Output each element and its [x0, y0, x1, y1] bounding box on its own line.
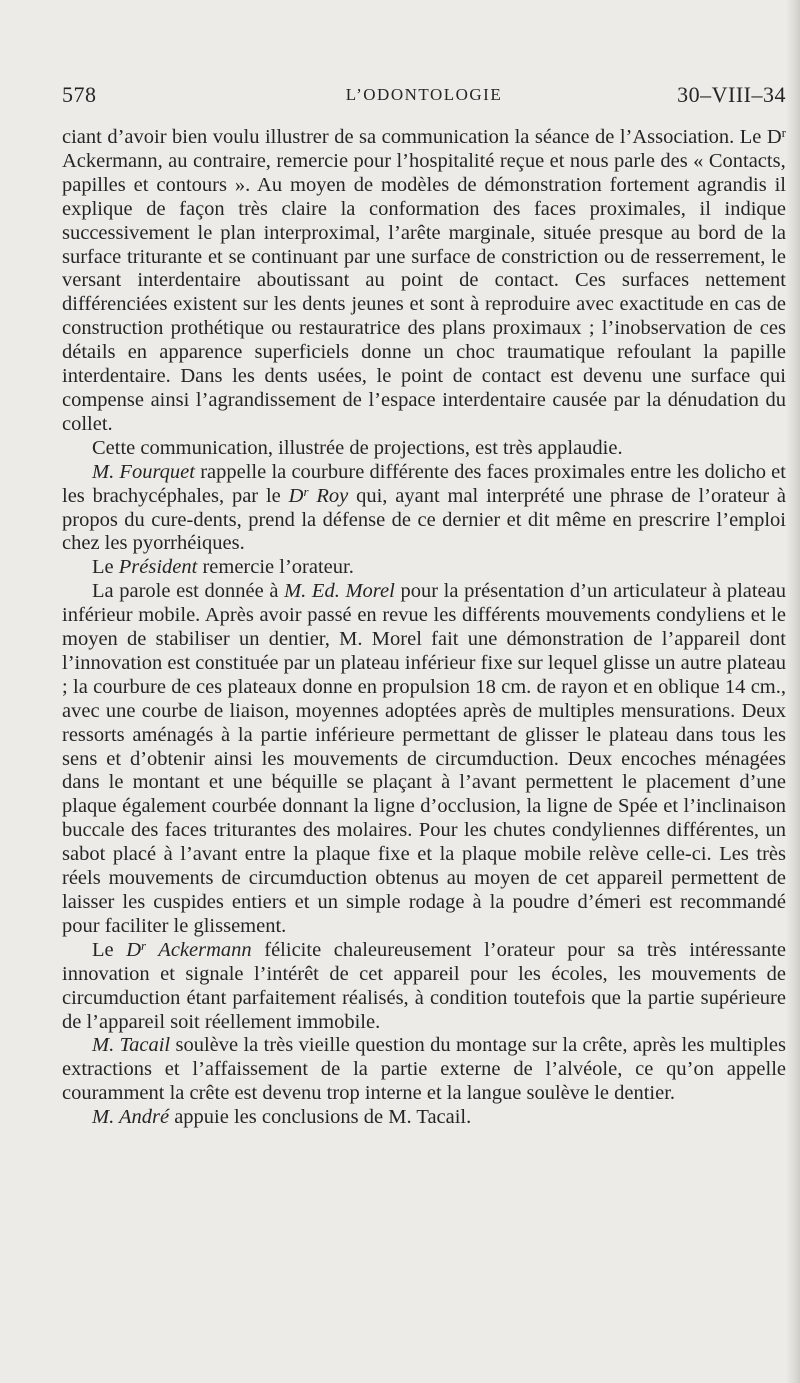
speaker-name: D	[288, 484, 304, 507]
speaker-name: Président	[118, 556, 198, 579]
paragraph-ackermann-reply	[62, 939, 786, 1035]
text-run: Le	[92, 938, 127, 961]
text-run: rappelle la courbure différente des faces proximales entre les dolicho et les brachycéphales, par le	[62, 460, 786, 507]
speaker-name: M. Tacail	[92, 1034, 171, 1057]
article-body	[62, 126, 786, 1130]
speaker-name: Ackermann	[146, 938, 252, 961]
text-run: appuie les conclusions de M. Tacail.	[169, 1106, 472, 1129]
speaker-name: M. Ed. Morel	[284, 580, 395, 603]
paragraph-fourquet	[62, 461, 786, 557]
text-run: remercie l’orateur.	[197, 556, 354, 579]
journal-title: L’ODONTOLOGIE	[345, 85, 503, 104]
text-run: Le	[92, 556, 119, 579]
paragraph-andre	[62, 1106, 786, 1130]
speaker-name: M. André	[92, 1106, 170, 1129]
paragraph-ackermann-communication	[62, 126, 786, 437]
superscript: r	[781, 125, 786, 140]
paragraph-president	[62, 556, 786, 580]
page-number: 578	[62, 82, 97, 107]
text-run: ciant d’avoir bien voulu illustrer de sa communication la séance de l’Association. Le D	[62, 126, 782, 148]
speaker-name: M. Fourquet	[92, 460, 195, 483]
running-head	[62, 82, 786, 116]
text-run: Ackermann, au contraire, remercie pour l’hospitalité reçue et nous parle des « Contacts, papilles et contours ». Au moyen de modèles de démonstration fortement agrandis il explique de façon très claire la conformation des faces proximales, il indique successivement le plan interproximal, l’arête marginale, située presque au bord de la surface triturante et se continuant par une surface de constriction ou de resserrement, le versant interdentaire aboutissant au point de contact. Ces surfaces nettement différenciées existent sur les dents jeunes et sont à reproduire avec exactitude en cas de construction prothétique ou restauratrice des plans proximaux ; l’inobservation de ces détails en apparence superficiels donne un choc traumatique refoulant la papille interdentaire. Dans les dents usées, le point de contact est devenu une surface qui compense ainsi l’agrandissement de l’espace interdentaire causée par la dénudation du collet.	[62, 149, 786, 435]
issue-date: 30–VIII–34	[677, 82, 786, 107]
text-run: soulève la très vieille question du montage sur la crête, après les multiples extractions et l’affaissement de la partie externe de l’alvéole, ce qu’on appelle couramment la crête est devenu trop interne et la langue soulève le dentier.	[62, 1034, 786, 1105]
superscript: r	[303, 483, 309, 499]
text-run: La parole est donnée à	[92, 580, 285, 603]
text-run: pour la présentation d’un articulateur à plateau inférieur mobile. Après avoir passé en revue les différents mouvements condyliens et le moyen de stabiliser un dentier, M. Morel fait une démonstration de l’appareil dont l’innovation est constituée par un plateau inférieur fixe sur lequel glisse un autre plateau ; la courbure de ces plateaux donne en propulsion 18 cm. de rayon et en oblique 14 cm., avec une courbe de liaison, moyennes adoptées après de multiples mensurations. Deux ressorts aménagés à la partie inférieure permettant de glisser le plateau dans tous les sens et d’obtenir ainsi les mouvements de circumduction. Deux encoches ménagées dans le montant et une béquille se plaçant à l’avant permettent le placement d’une plaque également courbée donnant la ligne d’occlusion, la ligne de Spée et l’inclinaison buccale des faces triturantes des molaires. Pour les chutes condyliennes différentes, un sabot placé à l’avant entre la plaque fixe et la plaque mobile relève celle-ci. Les très réels mouvements de circumduction obtenus au moyen de cet appareil permettent de laisser les cuspides entiers et un simple rodage à la poudre d’émeri est recommandé pour faciliter le glissement.	[62, 580, 787, 937]
paragraph-morel	[62, 580, 786, 939]
speaker-name: D	[126, 938, 142, 961]
speaker-name: Roy	[308, 484, 349, 507]
paragraph-tacail	[62, 1034, 786, 1106]
superscript: r	[141, 937, 147, 953]
page-edge	[786, 0, 800, 1383]
text-run: qui, ayant mal interprété une phrase de l’orateur à propos du cure-dents, prend la défense de ce dernier et dit même en prescrire l’emploi chez les pyorrhéiques.	[62, 484, 787, 555]
paragraph-applause: Cette communication, illustrée de projections, est très applaudie.	[92, 436, 623, 459]
text-run: félicite chaleureusement l’orateur pour sa très intéressante innovation et signale l’intérêt de cet appareil pour les écoles, les mouvements de circumduction étant parfaitement réalisés, à condition toutefois que la partie supérieure de l’appareil soit réellement immobile.	[62, 938, 787, 1033]
